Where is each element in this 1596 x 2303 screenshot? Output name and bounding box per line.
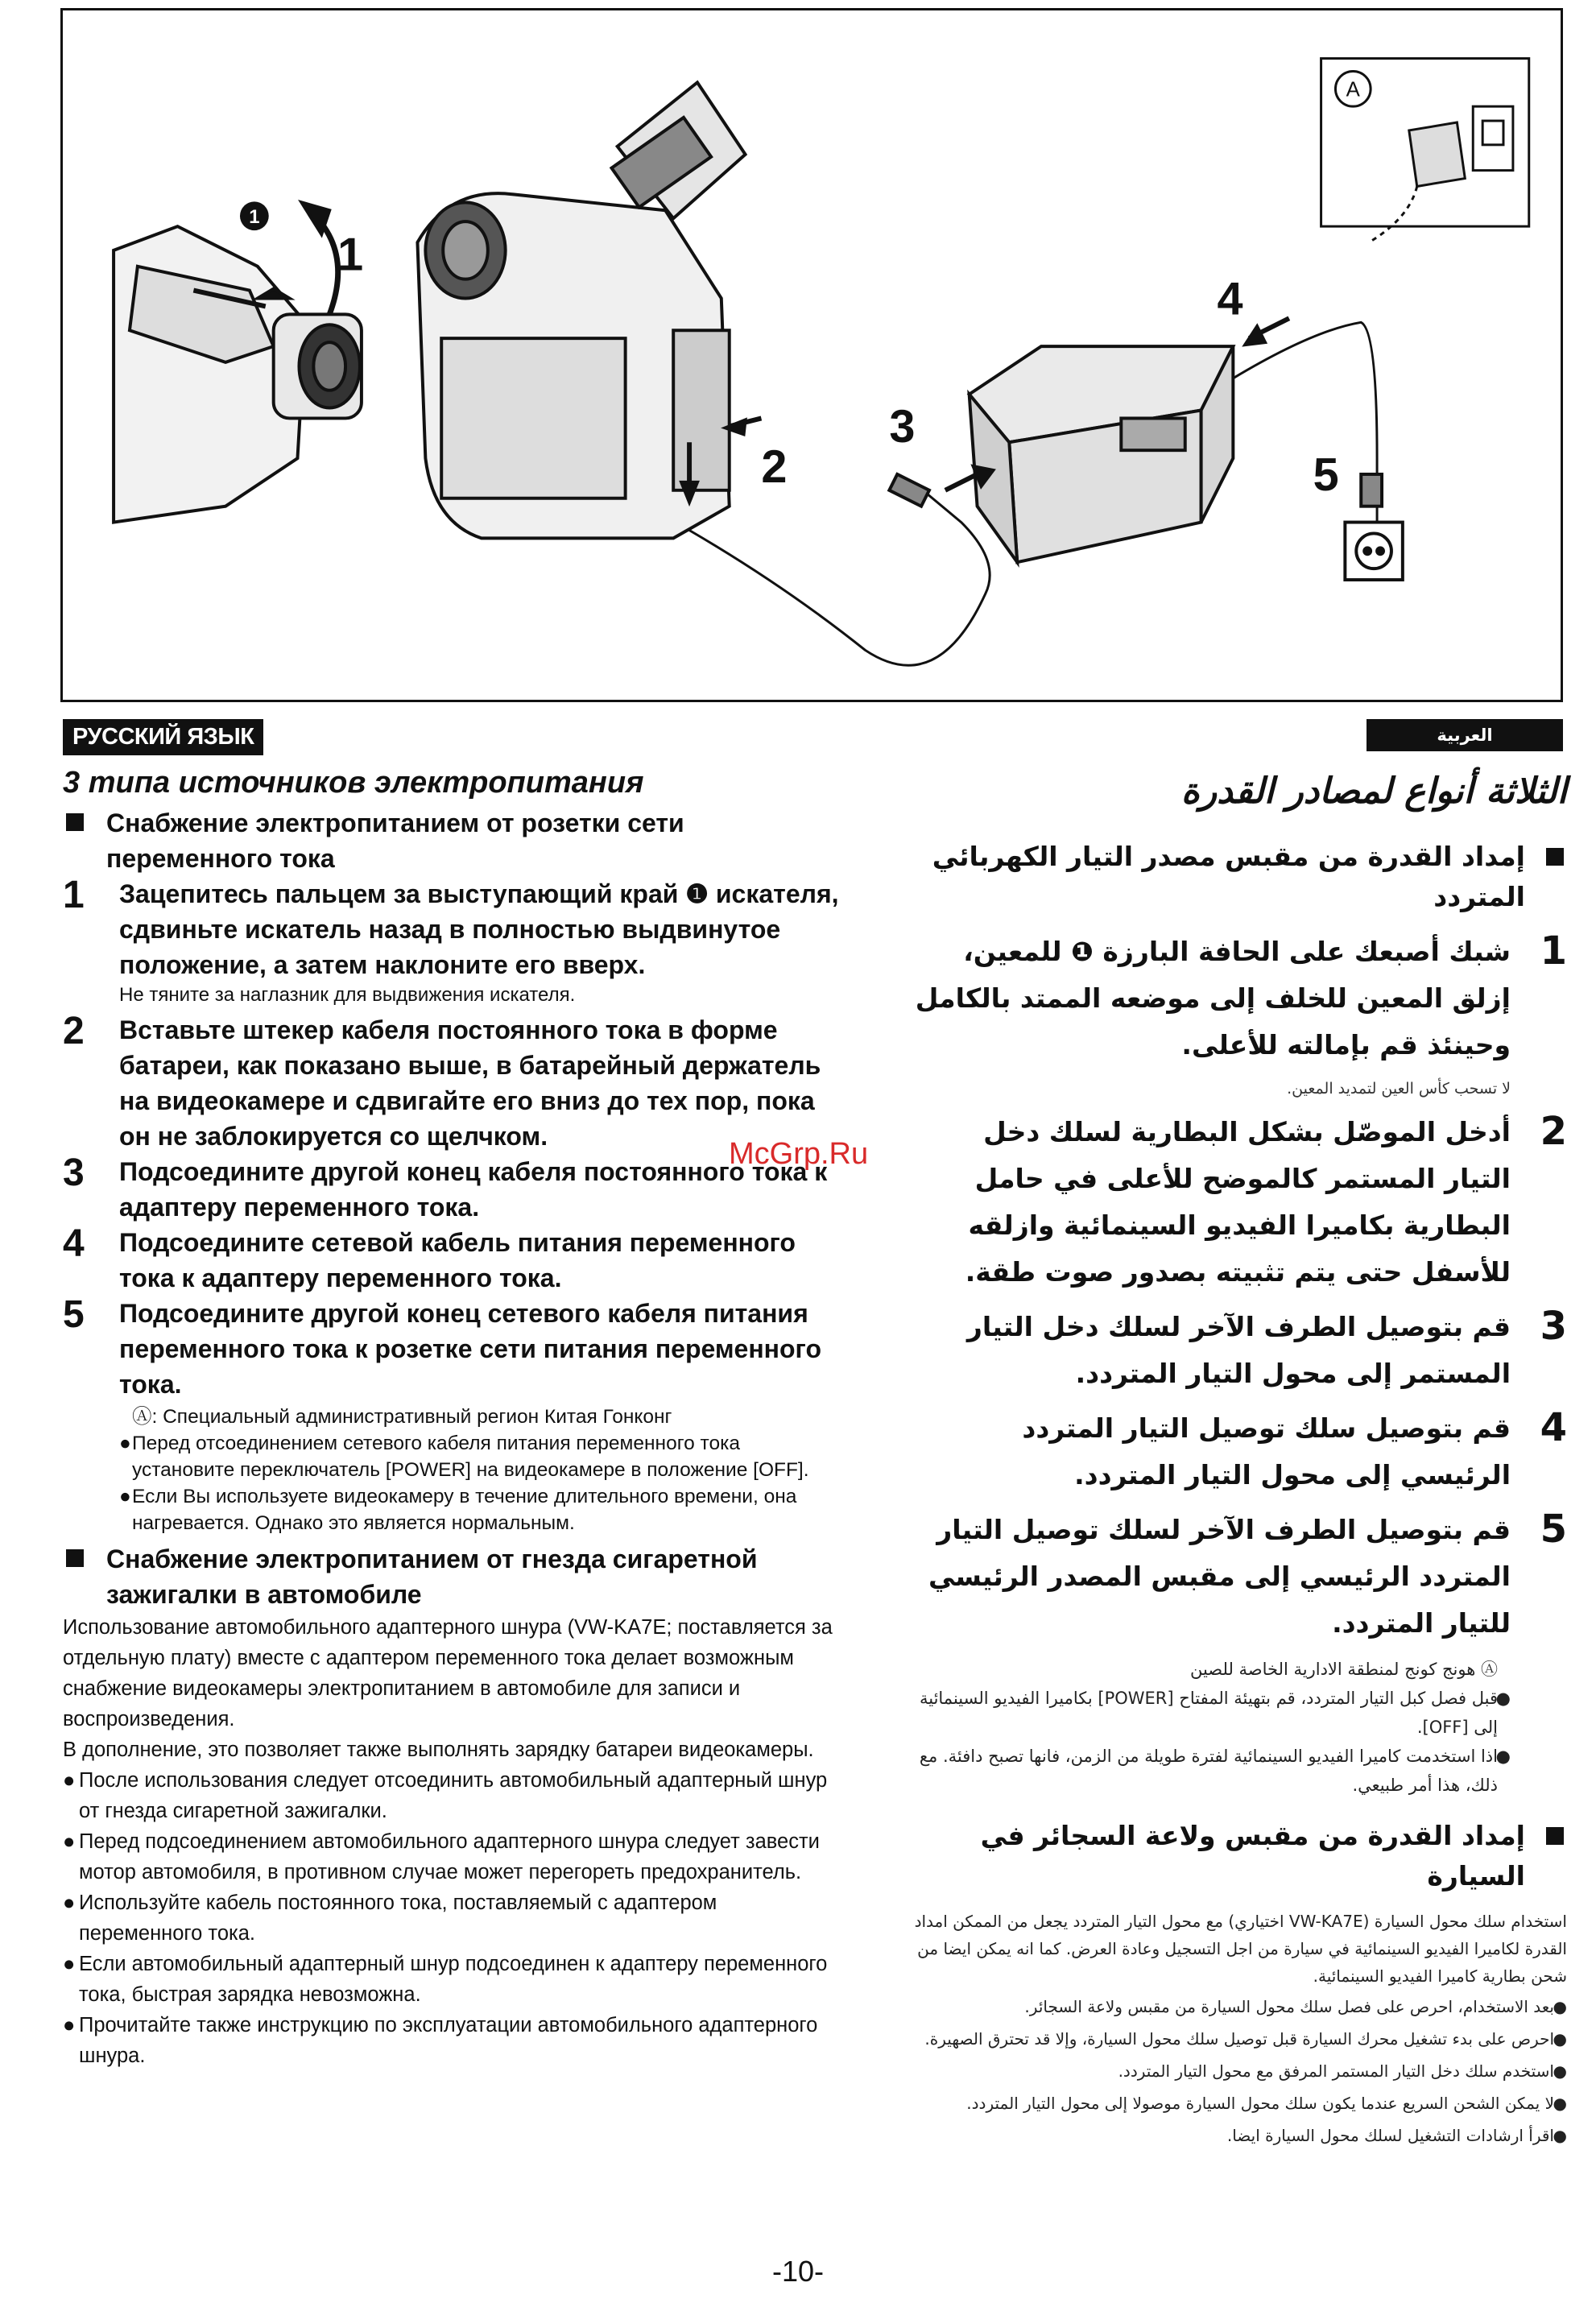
bullet-item: ● Прочитайте также инструкцию по эксплуатации автомобильного адаптерного шнура. bbox=[63, 2014, 818, 2067]
language-tag-arabic: العربية bbox=[1367, 719, 1563, 751]
russian-column bbox=[63, 765, 840, 2071]
step-text: Подсоедините сетевой кабель питания переменного тока к адаптеру переменного тока. bbox=[119, 1228, 796, 1292]
notes-list bbox=[119, 1404, 840, 1536]
step-number: 5 bbox=[1540, 1507, 1567, 1552]
step-1-note: Не тяните за наглазник для выдвижения искателя. bbox=[119, 984, 576, 1006]
illustration-svg bbox=[63, 10, 1561, 700]
step-5 bbox=[63, 1293, 840, 1402]
step-number: 1 bbox=[1540, 928, 1567, 974]
square-bullet-icon bbox=[66, 813, 84, 831]
step-text: Подсоедините другой конец сетевого кабеля питания переменного тока к розетке сети питания переменного тока. bbox=[119, 1299, 821, 1399]
square-bullet-icon bbox=[66, 1549, 84, 1567]
note-item: Ⓐ: Специальный административный регион Китая Гонконг bbox=[132, 1406, 672, 1428]
step-text: Вставьте штекер кабеля постоянного тока в форме батареи, как показано выше, в батарейный держатель на видеокамере и сдвигайте его вниз до тех пор, пока он не заблокируется со щелчком. bbox=[119, 1015, 821, 1151]
section-heading-text: إمداد القدرة من مقبس ولاعة السجائر في السيارة bbox=[980, 1820, 1525, 1892]
step-number: 4 bbox=[1540, 1405, 1567, 1450]
bullet-item: ● بعد الاستخدام، احرص على فصل سلك محول السيارة من مقبس ولاعة السجائر. bbox=[1024, 1997, 1567, 2016]
bullet-item: ● Перед подсоединением автомобильного адаптерного шнура следует завести мотор автомобиля, в противном случае может перегореть предохранитель. bbox=[63, 1830, 820, 1883]
arabic-step-1 bbox=[908, 928, 1567, 1069]
bullet-item: ● После использования следует отсоединить автомобильный адаптерный шнур от гнезда сигаретной зажигалки. bbox=[63, 1769, 828, 1822]
step-4 bbox=[63, 1222, 840, 1296]
bullet-item: ● احرص على بدء تشغيل محرك السيارة قبل توصيل سلك محول السيارة، وإلا قد تحترق الصهيرة. bbox=[924, 2029, 1567, 2049]
step-1 bbox=[63, 876, 840, 982]
region-a-label: A bbox=[1346, 78, 1360, 101]
page-number: -10- bbox=[771, 2255, 825, 2288]
step-4-label: 4 bbox=[1217, 273, 1243, 325]
watermark: McGrp.Ru bbox=[729, 1137, 869, 1171]
bullet-item: ● Используйте кабель постоянного тока, поставляемый с адаптером переменного тока. bbox=[63, 1892, 717, 1945]
step-number: 2 bbox=[1540, 1109, 1567, 1154]
square-bullet-icon bbox=[1546, 848, 1564, 866]
section-heading-ac-outlet bbox=[63, 805, 840, 876]
section-heading-car-lighter bbox=[63, 1541, 840, 1612]
instruction-illustration bbox=[60, 8, 1563, 702]
square-bullet-icon bbox=[1546, 1827, 1564, 1845]
page-title: 3 типа источников электропитания bbox=[63, 766, 644, 800]
step-text: قم بتوصيل الطرف الآخر لسلك توصيل التيار المتردد الرئيسي إلى مقبس المصدر الرئيسي للتيار المتردد. bbox=[928, 1514, 1511, 1639]
arabic-step-5 bbox=[908, 1507, 1567, 1647]
bullet-item: ● Если автомобильный адаптерный шнур подсоединен к адаптеру переменного тока, быстрая зарядка невозможна. bbox=[63, 1953, 828, 2006]
note-item: Ⓐ هونج كونج لمنطقة الادارية الخاصة للصين bbox=[1189, 1660, 1498, 1679]
step-text: قم بتوصيل الطرف الآخر لسلك دخل التيار المستمر إلى محول التيار المتردد. bbox=[966, 1311, 1511, 1389]
section-heading-text: Снабжение электропитанием от гнезда сигаретной зажигалки в автомобиле bbox=[106, 1544, 758, 1609]
step-number: 5 bbox=[63, 1293, 85, 1336]
section-heading-text: إمداد القدرة من مقبس مصدر التيار الكهربائي المتردد bbox=[932, 841, 1525, 912]
arabic-step-1-note: لا تسحب كأس العين لتمديد المعين. bbox=[1287, 1080, 1511, 1098]
arabic-column bbox=[908, 769, 1567, 2154]
bullet-item: ● استخدم سلك دخل التيار المستمر المرفق مع محول التيار المتردد. bbox=[1118, 2061, 1567, 2081]
arabic-step-2 bbox=[908, 1109, 1567, 1296]
language-tag-russian: РУССКИЙ ЯЗЫК bbox=[63, 719, 263, 755]
arabic-notes-list bbox=[908, 1655, 1511, 1800]
camcorder-viewfinder-drawing bbox=[114, 202, 362, 522]
step-number: 4 bbox=[63, 1222, 85, 1265]
arabic-page-title: الثلاثة أنواع لمصادر القدرة bbox=[1180, 771, 1567, 812]
bullet-item: ● لا يمكن الشحن السريع عندما يكون سلك محول السيارة موصولا إلى محول التيار المتردد. bbox=[966, 2094, 1567, 2113]
note-item: ● اذا استخدمت كاميرا الفيديو السينمائية لفترة طويلة من الزمن، فانها تصبح دافئة. مع ذلك، هذا أمر طبيعي. bbox=[919, 1747, 1511, 1795]
camcorder-battery-slot-drawing bbox=[417, 82, 990, 665]
callout-1-label: 1 bbox=[249, 206, 260, 229]
step-number: 1 bbox=[63, 874, 85, 916]
paragraph: Использование автомобильного адаптерного шнура (VW-KA7E; поставляется за отдельную плату) вместе с адаптером переменного тока делает возможным снабжение видеокамеры электропитанием в автомобиле для записи и воспроизведения. bbox=[63, 1616, 833, 1730]
step-2-label: 2 bbox=[761, 440, 788, 493]
arabic-section-heading-car-lighter bbox=[908, 1816, 1567, 1896]
bullet-item: ● اقرأ ارشادات التشغيل لسلك محول السيارة ايضا. bbox=[1226, 2126, 1567, 2145]
step-text: Подсоедините другой конец кабеля постоянного тока к адаптеру переменного тока. bbox=[119, 1157, 828, 1222]
arabic-section-heading-ac-outlet bbox=[908, 837, 1567, 917]
step-3-label: 3 bbox=[889, 401, 916, 453]
step-2 bbox=[63, 1012, 840, 1154]
step-text: شبك أصبعك على الحافة البارزة ❶ للمعين، إزلق المعين للخلف إلى موضعه الممتد بالكامل وحينئذ قم بإمالته للأعلى. bbox=[915, 936, 1511, 1061]
note-item: ● Перед отсоединением сетевого кабеля питания переменного тока установите переключатель [POWER] на видеокамере в положение [OFF]. bbox=[119, 1433, 809, 1481]
step-text: قم بتوصيل سلك توصيل التيار المتردد الرئيسي إلى محول التيار المتردد. bbox=[1022, 1412, 1511, 1491]
step-1-label: 1 bbox=[337, 229, 364, 281]
step-text: Зацепитесь пальцем за выступающий край ❶ искателя, сдвиньте искатель назад в полностью выдвинутое положение, а затем наклоните его вверх. bbox=[119, 879, 839, 979]
step-number: 3 bbox=[1540, 1304, 1567, 1349]
arabic-step-4 bbox=[908, 1405, 1567, 1499]
step-5-label: 5 bbox=[1313, 449, 1339, 501]
note-item: ● Если Вы используете видеокамеру в течение длительного времени, она нагревается. Однако это является нормальным. bbox=[119, 1486, 797, 1534]
step-number: 3 bbox=[63, 1152, 85, 1194]
step-number: 2 bbox=[63, 1010, 85, 1052]
section-heading-text: Снабжение электропитанием от розетки сети переменного тока bbox=[106, 808, 684, 873]
paragraph: استخدام سلك محول السيارة (VW-KA7E اختياري) مع محول التيار المتردد يجعل من الممكن امداد القدرة لكاميرا الفيديو السينمائية في سيارة من اجل التسجيل وعادة العرض. كما انه يمكن ايضا من شحن بطارية كاميرا الفيديو السينمائية. bbox=[914, 1912, 1567, 1986]
step-text: أدخل الموصّل بشكل البطارية لسلك دخل التيار المستمر كالموضح للأعلى في حامل البطارية بكاميرا الفيديو السينمائية وازلقه للأسفل حتى يتم تثبيته بصدور صوت طقة. bbox=[965, 1116, 1511, 1288]
note-item: ● قبل فصل كبل التيار المتردد، قم بتهيئة المفتاح [POWER] بكاميرا الفيديو السينمائية إلى [OFF]. bbox=[919, 1689, 1511, 1737]
step-3 bbox=[63, 1154, 840, 1225]
paragraph: В дополнение, это позволяет также выполнять зарядку батареи видеокамеры. bbox=[63, 1739, 814, 1761]
arabic-step-3 bbox=[908, 1304, 1567, 1397]
